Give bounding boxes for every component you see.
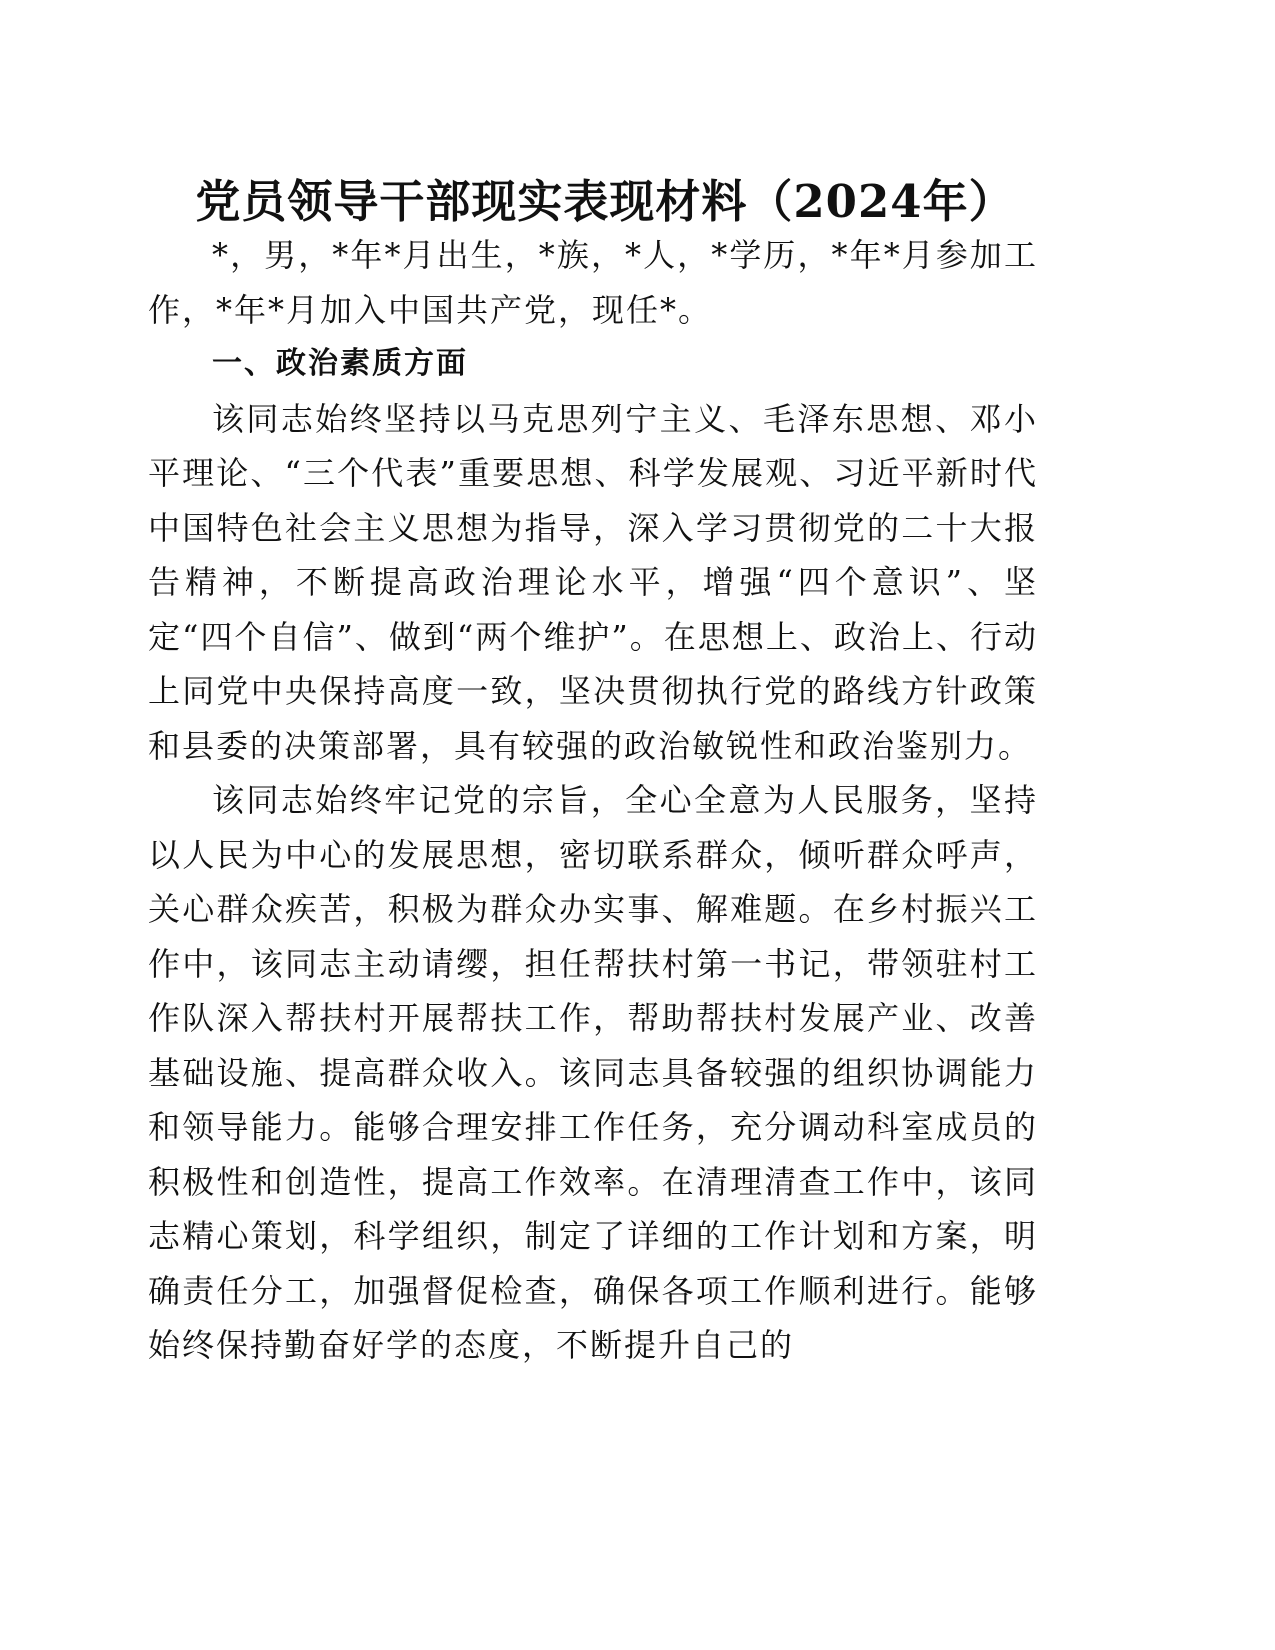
document-body [148,228,1038,1373]
intro-paragraph: *，男，*年*月出生，*族，*人，*学历，*年*月参加工作，*年*月加入中国共产党，现任*。 [148,236,1038,329]
document-title: 党员领导干部现实表现材料（2024年） [195,175,1015,228]
service-paragraph: 该同志始终牢记党的宗旨，全心全意为人民服务，坚持以人民为中心的发展思想，密切联系群众，倾听群众呼声，关心群众疾苦，积极为群众办实事、解难题。在乡村振兴工作中，该同志主动请缨，担任帮扶村第一书记，带领驻村工作队深入帮扶村开展帮扶工作，帮助帮扶村发展产业、改善基础设施、提高群众收入。该同志具备较强的组织协调能力和领导能力。能够合理安排工作任务，充分调动科室成员的积极性和创造性，提高工作效率。在清理清查工作中，该同志精心策划，科学组织，制定了详细的工作计划和方案，明确责任分工，加强督促检查，确保各项工作顺利进行。能够始终保持勤奋好学的态度，不断提升自己的 [148,781,1038,1364]
section-heading-political-quality: 一、政治素质方面 [212,346,468,381]
political-quality-paragraph: 该同志始终坚持以马克思列宁主义、毛泽东思想、邓小平理论、“三个代表”重要思想、科学发展观、习近平新时代中国特色社会主义思想为指导，深入学习贯彻党的二十大报告精神，不断提高政治理论水平，增强“四个意识”、坚定“四个自信”、做到“两个维护”。在思想上、政治上、行动上同党中央保持高度一致，坚决贯彻执行党的路线方针政策和县委的决策部署，具有较强的政治敏锐性和政治鉴别力。 [148,399,1038,765]
